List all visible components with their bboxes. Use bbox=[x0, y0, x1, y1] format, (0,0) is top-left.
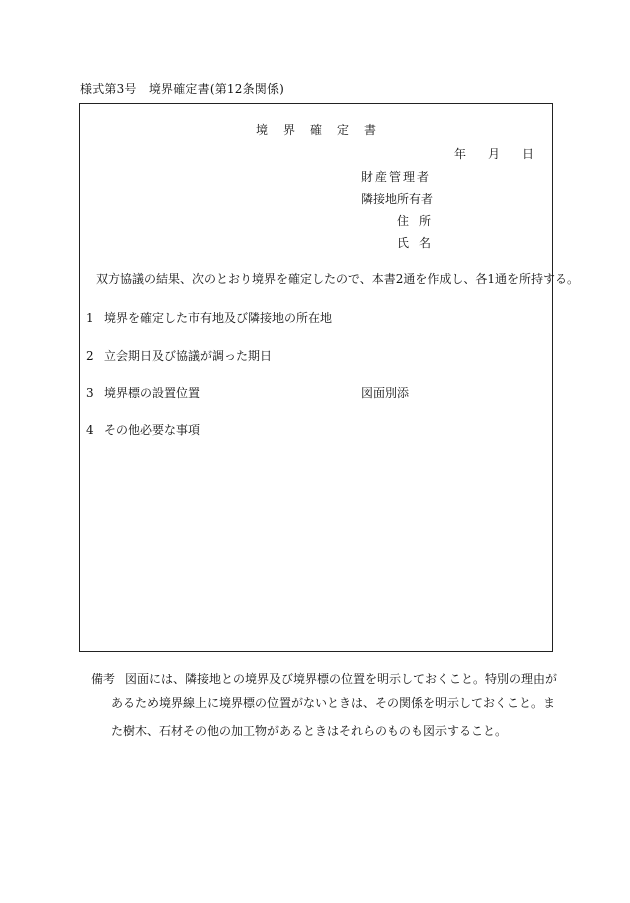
date-line bbox=[454, 145, 534, 162]
boundary-confirmation-form bbox=[79, 103, 580, 652]
item-text: 境界を確定した市有地及び隣接地の所在地 bbox=[104, 311, 333, 325]
document-title: 境界確定書 bbox=[255, 123, 391, 137]
item-number: 3 bbox=[86, 386, 94, 400]
item-number: 1 bbox=[86, 311, 94, 325]
date-day-label: 日 bbox=[521, 147, 534, 161]
remarks-line-2: あるため境界線上に境界標の位置がないときは、その関係を明示しておくこと。ま bbox=[111, 696, 556, 710]
list-item bbox=[86, 421, 200, 438]
list-item bbox=[86, 347, 272, 364]
name-label: 氏名 bbox=[397, 236, 442, 250]
agreement-statement: 双方協議の結果、次のとおり境界を確定したので、本書2通を作成し、各1通を所持する。 bbox=[96, 272, 580, 286]
item-number: 2 bbox=[86, 349, 94, 363]
address-label: 住所 bbox=[397, 214, 442, 228]
remarks-label: 備考 bbox=[91, 672, 116, 686]
date-year-label: 年 bbox=[453, 147, 466, 161]
remarks-line-3: た樹木、石材その他の加工物があるときはそれらのものも図示すること。 bbox=[111, 724, 508, 738]
item-text: 境界標の設置位置 bbox=[104, 386, 201, 400]
date-month-label: 月 bbox=[487, 147, 500, 161]
item-text: その他必要な事項 bbox=[104, 423, 201, 437]
list-item bbox=[86, 384, 200, 401]
adjacent-owner-label: 隣接地所有者 bbox=[361, 192, 434, 206]
remarks-line-1 bbox=[91, 670, 557, 687]
remarks-text-1: 図面には、隣接地との境界及び境界標の位置を明示しておくこと。特別の理由が bbox=[125, 672, 558, 686]
list-item bbox=[86, 309, 332, 326]
property-manager-label: 財産管理者 bbox=[361, 170, 432, 184]
item-text: 立会期日及び協議が調った期日 bbox=[104, 349, 273, 363]
form-heading: 様式第3号 境界確定書(第12条関係) bbox=[80, 82, 285, 96]
item-number: 4 bbox=[86, 423, 94, 437]
drawing-attached-note: 図面別添 bbox=[361, 386, 410, 400]
